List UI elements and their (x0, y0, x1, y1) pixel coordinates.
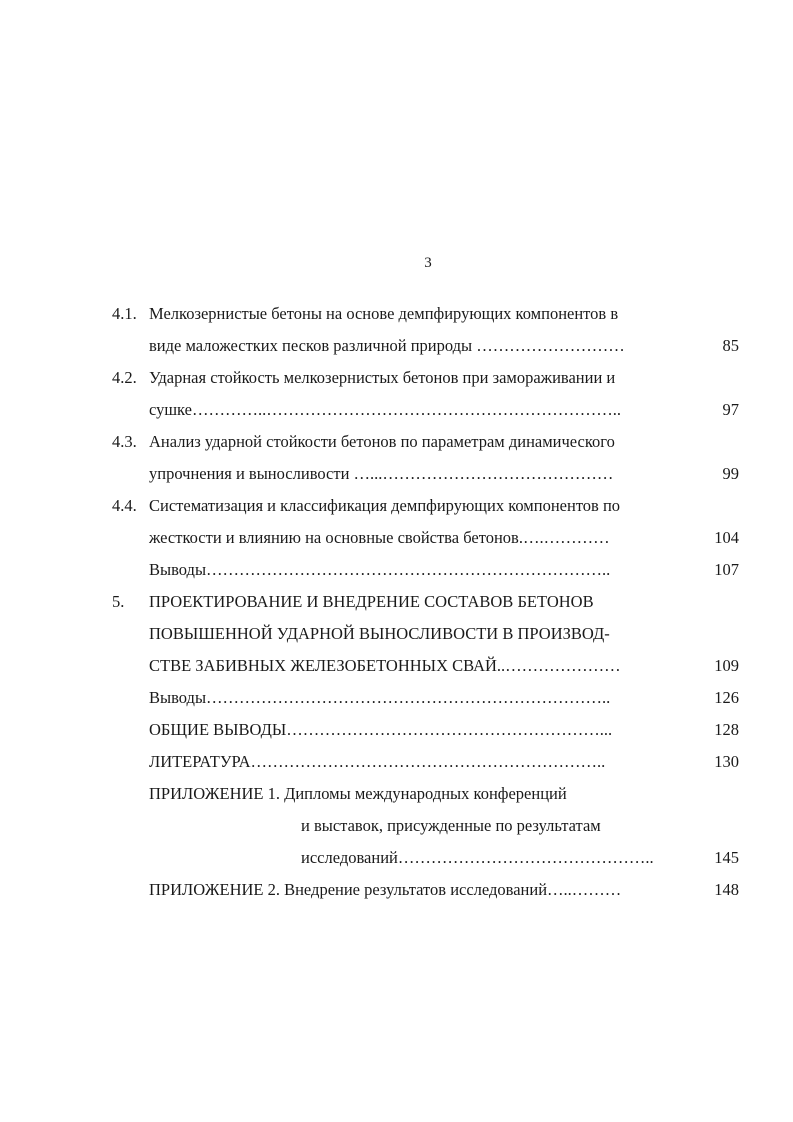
toc-entry-number: 4.2. (112, 368, 137, 387)
toc-page-number: 130 (714, 752, 739, 771)
toc-entry-text: Систематизация и классификация демпфирующих компонентов по (149, 496, 621, 515)
toc-entry-text: жесткости и влиянию на основные свойства бетонов.….………… (149, 528, 610, 547)
toc-entry-text: сушке…………..……………………………………………………….. (149, 400, 621, 419)
page-number: 3 (424, 255, 432, 271)
toc-entry-text: Ударная стойкость мелкозернистых бетонов при замораживании и (149, 368, 616, 387)
toc-entry-text: исследований……………………………………….. (301, 848, 654, 867)
toc-entry-text: Мелкозернистые бетоны на основе демпфирующих компонентов в (149, 304, 619, 323)
toc-page-number: 109 (714, 656, 739, 675)
toc-entry-text: виде маложестких песков различной природы ……………………… (149, 336, 625, 355)
toc-entry-number: 4.4. (112, 496, 137, 515)
toc-page-number: 148 (714, 880, 739, 899)
toc-entry-text: ЛИТЕРАТУРА……………………………………………………….. (149, 752, 606, 771)
toc-entry-text: ПРИЛОЖЕНИЕ 1. Дипломы международных конференций (149, 784, 567, 803)
toc-page-number: 97 (722, 400, 739, 419)
toc-page-number: 107 (714, 560, 739, 579)
toc-entry-text: Выводы……………………………………………………………….. (149, 560, 611, 579)
toc-entry-text: и выставок, присужденные по результатам (301, 816, 601, 835)
toc-entry-text: ПРИЛОЖЕНИЕ 2. Внедрение результатов исследований…..……… (149, 880, 622, 899)
toc-page-number: 128 (714, 720, 739, 739)
toc-entry-text: СТВЕ ЗАБИВНЫХ ЖЕЛЕЗОБЕТОННЫХ СВАЙ..………………… (149, 656, 621, 675)
toc-page-number: 145 (714, 848, 739, 867)
toc-entry-text: Выводы……………………………………………………………….. (149, 688, 611, 707)
toc-entry-text: ПОВЫШЕННОЙ УДАРНОЙ ВЫНОСЛИВОСТИ В ПРОИЗВОД- (149, 624, 610, 643)
toc-entry-text: ОБЩИЕ ВЫВОДЫ…………………………………………………... (149, 720, 613, 739)
toc-entry-text: упрочнения и выносливости …...…………………………………… (149, 464, 614, 483)
toc-page-number: 104 (714, 528, 739, 547)
toc-entry-number: 4.3. (112, 432, 137, 451)
toc-page-number: 126 (714, 688, 739, 707)
toc-entry-text: ПРОЕКТИРОВАНИЕ И ВНЕДРЕНИЕ СОСТАВОВ БЕТОНОВ (149, 592, 594, 611)
toc-entry-number: 5. (112, 592, 125, 611)
toc-page-number: 99 (722, 464, 739, 483)
toc-entry-number: 4.1. (112, 304, 137, 323)
toc-page-number: 85 (722, 336, 739, 355)
toc-entry-text: Анализ ударной стойкости бетонов по параметрам динамического (149, 432, 615, 451)
